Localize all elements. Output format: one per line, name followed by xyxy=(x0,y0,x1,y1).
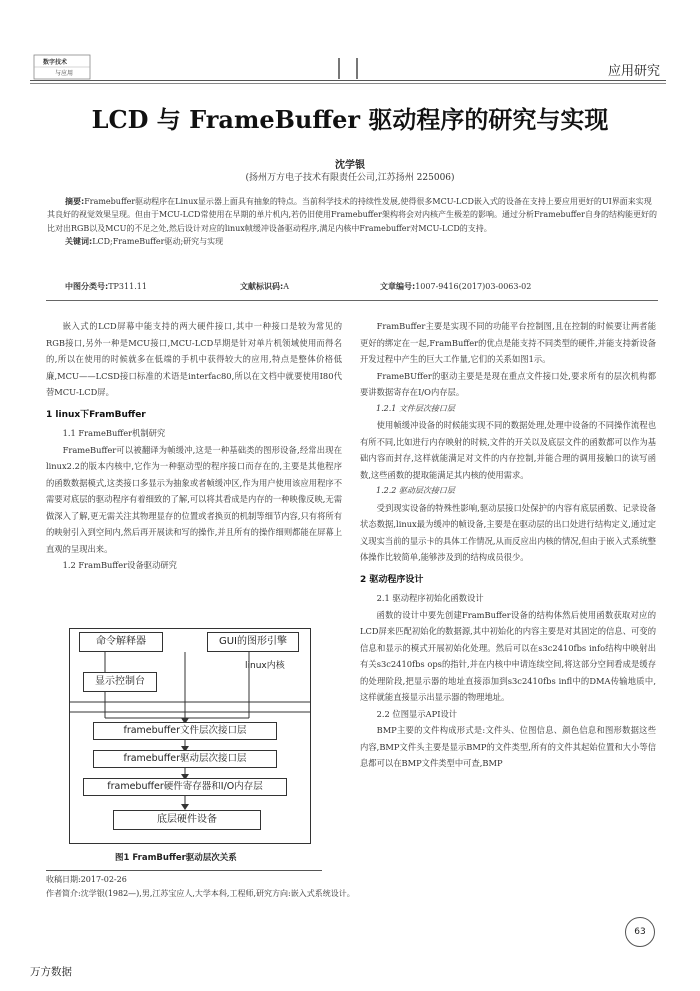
keywords-label: 关键词: xyxy=(65,236,93,246)
footnote-rule xyxy=(46,870,322,871)
subsection-heading: 1.1 FrameBuffer机制研究 xyxy=(62,428,166,438)
author: 沈学银 xyxy=(335,160,365,171)
paper-title: LCD 与 FrameBuffer 驱动程序的研究与实现 xyxy=(91,105,609,134)
received-date: 收稿日期:2017-02-26 xyxy=(46,875,127,884)
page-number: 63 xyxy=(625,917,655,947)
subsection-heading: 2.2 位图显示API设计 xyxy=(376,708,458,719)
fb-file-layer-box: framebuffer文件层次接口层 xyxy=(93,722,277,740)
paragraph: FrameBuffer可以被翻译为帧缓冲,这是一种基础类的图形设备,经常出现在linux2.2的版本内核中,它作为一种驱动型的程序接口而存在的,主要是其他程序的函数数据模式,这类接口多显示为抽象或者帧缓冲区,作为用户使用该应用程序不需要对底层的驱动程序有着细致的了解,可以将其看成是内存的一种映像反映,无需做深入了解,更无需关注其物理显存的位置或者换页的机制等细节内容,只有将所有的映射引入到空间内,然后再开展读和写的操作,并且所有的操作细则都能在屏幕上直观的呈现出来。 xyxy=(46,444,342,554)
hardware-device-box: 底层硬件设备 xyxy=(113,810,261,830)
paragraph: 使用帧缓冲设备的时候能实现不同的数据处理,处理中设备的不同操作流程也有所不同,比如进行内存映射的时候,文件的开关以及底层文件的函数都可以作为基础内容而封存,这样就能满足对文件的内存控制,并能合理的调用接触口的读写函数,这些函数的提取能满足其内核的使用需求。 xyxy=(360,420,656,480)
author-bio: 作者简介:沈学银(1982—),男,江苏宝应人,大学本科,工程师,研究方向:嵌入式系统设计。 xyxy=(46,889,355,898)
header-rule xyxy=(30,80,666,81)
logo-line1: 数字技术 xyxy=(43,59,68,66)
paragraph: 受到现实设备的特殊性影响,驱动层接口处保护的内容有底层函数、记录设备状态数据,linux最为缓冲的帧设备,主要是在驱动层的出口处进行结构定义,通过定义现实当前的显示卡的具体工作情况,从而反应出内核的情况,但由于嵌入式系统整体操作比较简单,能够涉及到的结构成员很少。 xyxy=(360,502,656,562)
doc-code: 文献标识码:A xyxy=(240,282,289,291)
source-watermark: 万方数据 xyxy=(30,966,72,978)
abstract-text: Framebuffer驱动程序在Linux显示器上面具有抽象的特点。当前科学技术的持续性发展,使得很多MCU-LCD嵌入式的设备在支持上要应用更好的UI界面来实现其良好的视觉效果呈现。但由于MCU-LCD常使用在早期的单片机内,若仍旧使用Framebuffer架构将会对内核产生极差的影响。通过分析Framebuffer自身的结构能更好的比对出RGB以及MCU的不足之处,然后设计对应的linux帧缓冲设备驱动程序,满足内核中Framebuffer对MCU-LCD的支持。 xyxy=(47,197,657,233)
framebuffer-layer-diagram xyxy=(69,628,311,868)
right-column xyxy=(360,318,656,772)
paragraph: 嵌入式的LCD屏幕中能支持的两大硬件接口,其中一种接口是较为常见的RGB接口,另外一种是MCU接口,MCU-LCD早期是针对单片机领域使用而得名的,所以在使用的时候就多在低端的手机中获得较大的应用,特点是整体价格低廉,MCU——LCSD接口标准的术语是interfac80,所以在文档中就要使用I80代替MCU-LCD屏。 xyxy=(46,321,342,397)
abstract-label: 摘要: xyxy=(65,197,85,206)
logo-line2: 与应用 xyxy=(55,70,74,77)
fb-driver-layer-box: framebuffer驱动层次接口层 xyxy=(93,750,277,768)
gui-engine-box: GUI的图形引擎 xyxy=(207,632,299,652)
subsubsection-heading: 1.2.2 驱动层次接口层 xyxy=(376,486,455,495)
clc-number: 中图分类号:TP311.11 xyxy=(65,282,147,291)
figure-caption: 图1 FramBuffer驱动层次关系 xyxy=(115,853,237,863)
article-number: 文章编号:1007-9416(2017)03-0063-02 xyxy=(380,282,532,291)
subsection-heading: 1.2 FramBuffer设备驱动研究 xyxy=(62,560,177,570)
abstract-divider xyxy=(46,300,658,301)
paragraph: FramBuffer主要是实现不同的功能平台控制图,且在控制的时候要让两者能更好的绑定在一起,FramBuffer的优点是能支持不同类型的硬件,并能支持新设备开发过程中产生的巨大工作量,它们的关系如图1示。 xyxy=(360,321,656,364)
left-column xyxy=(46,318,342,574)
journal-logo xyxy=(33,54,91,80)
paragraph: FrameBUffer的驱动主要是是现在重点文件接口处,要求所有的层次机构都要讲数据寄存在I/O内存层。 xyxy=(360,370,656,397)
subsubsection-heading: 1.2.1 文件层次接口层 xyxy=(376,403,455,413)
paragraph: 函数的设计中要先创建FramBuffer设备的结构体然后使用函数获取对应的LCD屏来匹配初始化的数据源,其中初始化的内容主要是对其固定的信息、可变的信息和显示的模式开展初始化处理。然后可以在s3c2410fbs info结构中映射出有关s3c2410fbs ops的指针,并在内核中申请连续空间,将这部分空间看成是缓存的处理阶段,把显示器的地址直接添加到s3c2410fbs infl中的DMA传输地质中,这样就能直接显示出显示器的物理地址。 xyxy=(360,609,656,702)
header-divider-bar xyxy=(338,58,340,79)
paragraph: BMP主要的文件构成形式是:文件头、位图信息、颜色信息和图形数据这些内容,BMP文件头主要是显示BMP的文件类型,所有的文件其起始位置和大小等信息都可以在BMP文件类型中可查,BMP xyxy=(360,725,656,768)
header-rule xyxy=(30,83,666,84)
section-heading: 1 linux下FramBuffer xyxy=(46,409,146,420)
kernel-label: linux内核 xyxy=(245,661,285,671)
display-console-box: 显示控制台 xyxy=(83,672,157,692)
fb-hw-register-box: framebuffer硬件寄存器和I/O内存层 xyxy=(83,778,287,796)
abstract xyxy=(47,195,659,248)
keywords: LCD;FrameBuffer驱动;研究与实现 xyxy=(92,236,224,246)
affiliation: (扬州万方电子技术有限责任公司,江苏扬州 225006) xyxy=(245,173,455,183)
subsection-heading: 2.1 驱动程序初始化函数设计 xyxy=(376,593,484,603)
section-heading: 2 驱动程序设计 xyxy=(360,574,424,585)
section-label: 应用研究 xyxy=(607,64,660,79)
command-interpreter-box: 命令解释器 xyxy=(79,632,163,652)
header-divider-bar xyxy=(356,58,358,79)
